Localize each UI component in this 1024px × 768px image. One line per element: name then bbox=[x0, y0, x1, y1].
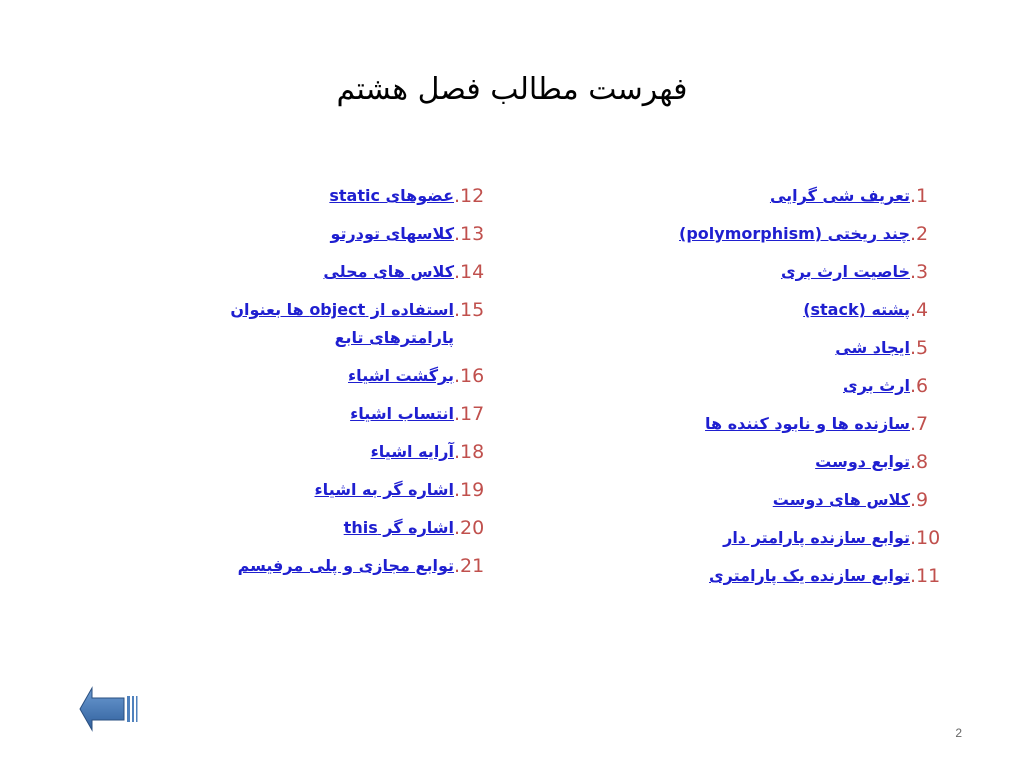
page-number: 2 bbox=[955, 726, 962, 740]
item-number: .4 bbox=[910, 299, 929, 321]
toc-item bbox=[548, 486, 968, 514]
item-number: .12 bbox=[454, 185, 485, 207]
item-number: .1 bbox=[910, 185, 929, 207]
toc-link[interactable]: توابع سازنده یک پارامتری bbox=[709, 566, 910, 585]
toc-item bbox=[172, 400, 512, 428]
toc-item bbox=[548, 524, 968, 552]
item-number: .10 bbox=[910, 527, 941, 549]
item-number: .6 bbox=[910, 375, 929, 397]
toc-item bbox=[548, 296, 968, 324]
item-number: .2 bbox=[910, 223, 929, 245]
toc-item bbox=[172, 514, 512, 542]
item-number: .19 bbox=[454, 479, 485, 501]
toc-item bbox=[548, 334, 968, 362]
toc-item bbox=[548, 372, 968, 400]
toc-left-column bbox=[172, 182, 512, 590]
item-number: .7 bbox=[910, 413, 929, 435]
toc-item bbox=[172, 438, 512, 466]
item-number: .15 bbox=[454, 299, 485, 321]
toc-link[interactable]: کلاسهای تودرتو bbox=[330, 224, 454, 243]
toc-link[interactable]: توابع سازنده پارامتر دار bbox=[723, 528, 910, 547]
toc-link[interactable]: انتساب اشیاء bbox=[350, 404, 454, 423]
toc-item bbox=[172, 552, 512, 580]
toc-link[interactable]: اشاره گر به اشیاء bbox=[314, 480, 454, 499]
item-number: .17 bbox=[454, 403, 485, 425]
toc-item bbox=[172, 182, 512, 210]
toc-right-column bbox=[548, 182, 968, 600]
toc-item bbox=[172, 220, 512, 248]
slide-title: فهرست مطالب فصل هشتم bbox=[336, 72, 688, 107]
item-number: .14 bbox=[454, 261, 485, 283]
back-button[interactable] bbox=[78, 686, 138, 732]
item-number: .8 bbox=[910, 451, 929, 473]
item-number: .3 bbox=[910, 261, 929, 283]
toc-item bbox=[548, 448, 968, 476]
toc-link[interactable]: خاصیت ارث بری bbox=[780, 262, 910, 281]
toc-link[interactable]: کلاس های دوست bbox=[772, 490, 910, 509]
toc-link[interactable]: برگشت اشیاء bbox=[348, 366, 454, 385]
toc-item bbox=[172, 258, 512, 286]
toc-item bbox=[172, 362, 512, 390]
toc-item bbox=[548, 562, 968, 590]
toc-link[interactable]: آرایه اشیاء bbox=[370, 442, 454, 461]
toc-item bbox=[548, 220, 968, 248]
toc-link[interactable]: تعریف شی گرایی bbox=[769, 186, 910, 205]
toc-link[interactable]: ارث بری bbox=[843, 376, 910, 395]
toc-link[interactable]: توابع مجازی و پلی مرفیسم bbox=[237, 556, 454, 575]
toc-item bbox=[548, 258, 968, 286]
toc-item bbox=[172, 296, 512, 352]
item-number: .16 bbox=[454, 365, 485, 387]
item-number: .18 bbox=[454, 441, 485, 463]
toc-link[interactable]: پشته (stack) bbox=[803, 300, 910, 319]
item-number: .9 bbox=[910, 489, 929, 511]
toc-item bbox=[548, 410, 968, 438]
toc-link[interactable]: سازنده ها و نابود کننده ها bbox=[705, 414, 910, 433]
toc-link[interactable]: اشاره گر this bbox=[343, 518, 454, 537]
toc-item bbox=[548, 182, 968, 210]
item-number: .20 bbox=[454, 517, 485, 539]
toc-link[interactable]: استفاده از object ها بعنوان پارامترهای تابع bbox=[230, 300, 454, 347]
toc-link[interactable]: کلاس های محلی bbox=[323, 262, 454, 281]
toc-link[interactable]: عضوهای static bbox=[329, 186, 454, 205]
toc-link[interactable]: ایجاد شی bbox=[835, 338, 910, 357]
toc-item bbox=[172, 476, 512, 504]
item-number: .21 bbox=[454, 555, 485, 577]
item-number: .13 bbox=[454, 223, 485, 245]
item-number: .5 bbox=[910, 337, 929, 359]
back-arrow-icon bbox=[78, 686, 138, 732]
item-number: .11 bbox=[910, 565, 941, 587]
toc-link[interactable]: چند ریختی (polymorphism) bbox=[679, 224, 910, 243]
toc-link[interactable]: توابع دوست bbox=[815, 452, 910, 471]
